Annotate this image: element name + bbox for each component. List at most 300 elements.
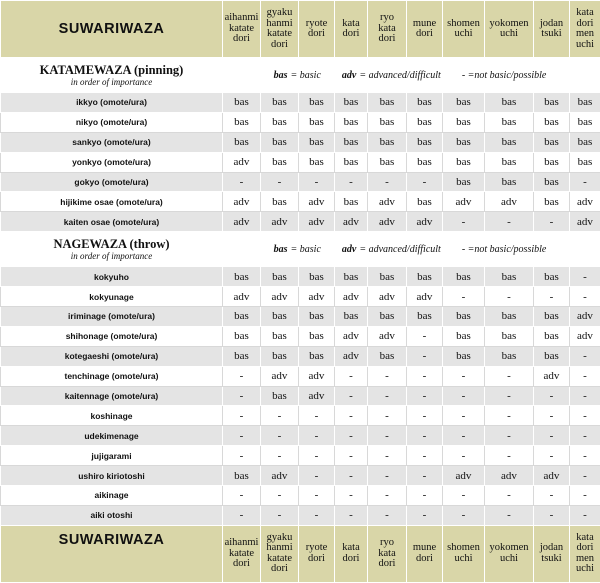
column-label-line: jodan [534, 543, 569, 554]
rating-cell: - [485, 366, 534, 386]
rating-cell: bas [299, 152, 335, 172]
table-row [1, 307, 600, 327]
rating-cell: adv [570, 192, 600, 212]
technique-name: kaitennage (omote/ura) [1, 386, 223, 406]
rating-cell: - [407, 466, 443, 486]
rating-cell: - [261, 486, 299, 506]
legend-adv-term: adv [342, 70, 356, 81]
rating-cell: - [299, 172, 335, 192]
rating-cell: adv [443, 192, 485, 212]
section-header-row [1, 58, 600, 93]
rating-cell: - [570, 486, 600, 506]
technique-name: iriminage (omote/ura) [1, 307, 223, 327]
rating-cell: - [335, 386, 368, 406]
technique-name: kotegaeshi (omote/ura) [1, 346, 223, 366]
rating-cell: - [261, 172, 299, 192]
rating-cell: - [570, 505, 600, 525]
rating-cell: - [368, 406, 407, 426]
rating-cell: bas [534, 172, 570, 192]
rating-cell: - [443, 406, 485, 426]
rating-cell: - [534, 426, 570, 446]
column-label-line: kata [368, 24, 406, 35]
rating-cell: - [485, 426, 534, 446]
rating-cell: - [407, 366, 443, 386]
rating-cell: - [407, 486, 443, 506]
rating-cell: bas [443, 132, 485, 152]
rating-cell: bas [534, 307, 570, 327]
rating-cell: - [368, 386, 407, 406]
rating-cell: - [335, 426, 368, 446]
rating-cell: adv [534, 366, 570, 386]
rating-cell: adv [570, 212, 600, 232]
header-column-2 [299, 1, 335, 58]
rating-cell: bas [443, 307, 485, 327]
footer-column-2 [299, 525, 335, 582]
column-label-line: uchi [443, 29, 484, 40]
rating-cell: - [443, 486, 485, 506]
rating-cell: bas [407, 307, 443, 327]
column-label-line: dori [407, 554, 442, 565]
rating-cell: bas [368, 112, 407, 132]
rating-cell: bas [261, 386, 299, 406]
column-label-line: tsuki [534, 554, 569, 565]
rating-cell: - [368, 366, 407, 386]
rating-cell: bas [443, 346, 485, 366]
rating-cell: bas [261, 326, 299, 346]
rating-cell: adv [261, 466, 299, 486]
legend-adv-term: adv [342, 244, 356, 255]
rating-cell: - [407, 346, 443, 366]
column-label-line: kata [335, 19, 367, 30]
rating-cell: - [443, 386, 485, 406]
rating-cell: bas [570, 112, 600, 132]
footer-column-7 [485, 525, 534, 582]
technique-name: gokyo (omote/ura) [1, 172, 223, 192]
rating-cell: adv [485, 192, 534, 212]
rating-cell: - [368, 426, 407, 446]
rating-cell: bas [485, 346, 534, 366]
rating-cell: bas [534, 326, 570, 346]
rating-cell: - [261, 406, 299, 426]
column-label-line: ryo [368, 13, 406, 24]
column-label-line: tsuki [534, 29, 569, 40]
rating-cell: bas [485, 267, 534, 287]
rating-cell: bas [335, 152, 368, 172]
footer-column-1 [261, 525, 299, 582]
rating-cell: - [223, 505, 261, 525]
rating-cell: - [570, 386, 600, 406]
rating-cell: adv [299, 366, 335, 386]
rating-cell: bas [368, 307, 407, 327]
rating-cell: bas [261, 93, 299, 113]
column-label-line: yokomen [485, 543, 533, 554]
rating-cell: adv [261, 212, 299, 232]
rating-cell: bas [223, 267, 261, 287]
technique-name: ikkyo (omote/ura) [1, 93, 223, 113]
rating-cell: - [570, 366, 600, 386]
rating-cell: - [485, 406, 534, 426]
column-label-line: aihanmi [223, 13, 260, 24]
rating-cell: - [335, 505, 368, 525]
rating-cell: bas [407, 267, 443, 287]
rating-cell: - [485, 212, 534, 232]
table-row [1, 93, 600, 113]
rating-cell: adv [335, 287, 368, 307]
rating-cell: bas [534, 132, 570, 152]
rating-cell: bas [223, 326, 261, 346]
column-label-line: gyaku [261, 533, 298, 544]
rating-cell: bas [299, 346, 335, 366]
table-row [1, 212, 600, 232]
rating-cell: adv [485, 466, 534, 486]
column-label-line: ryo [368, 538, 406, 549]
rating-cell: bas [261, 152, 299, 172]
rating-cell: bas [223, 307, 261, 327]
footer-column-9 [570, 525, 600, 582]
footer-column-0 [223, 525, 261, 582]
table-row [1, 505, 600, 525]
rating-cell: - [261, 426, 299, 446]
rating-cell: bas [534, 152, 570, 172]
rating-cell: - [407, 386, 443, 406]
rating-cell: - [570, 346, 600, 366]
rating-cell: adv [368, 287, 407, 307]
rating-cell: - [335, 406, 368, 426]
column-label-line: mune [407, 19, 442, 30]
rating-cell: - [570, 172, 600, 192]
table-row [1, 287, 600, 307]
rating-cell: - [299, 426, 335, 446]
section-title-cell [1, 232, 223, 267]
rating-cell: bas [368, 346, 407, 366]
legend-dash-definition: - =not basic/possible [462, 244, 547, 255]
legend [223, 58, 600, 93]
technique-name: aikinage [1, 486, 223, 506]
table-row [1, 112, 600, 132]
column-label-line: dori [223, 559, 260, 570]
rating-cell: adv [223, 212, 261, 232]
technique-name: kokyunage [1, 287, 223, 307]
rating-cell: - [443, 287, 485, 307]
rating-cell: bas [299, 93, 335, 113]
rating-cell: - [223, 172, 261, 192]
rating-cell: bas [299, 112, 335, 132]
table-row [1, 386, 600, 406]
rating-cell: bas [443, 326, 485, 346]
rating-cell: - [335, 172, 368, 192]
rating-cell: - [443, 505, 485, 525]
column-label-line: uchi [570, 564, 600, 575]
technique-name: ushiro kiriotoshi [1, 466, 223, 486]
legend-adv-definition: = advanced/difficult [359, 70, 440, 81]
rating-cell: - [443, 212, 485, 232]
header-column-9 [570, 1, 600, 58]
technique-name: jujigarami [1, 446, 223, 466]
table-row [1, 172, 600, 192]
footer-header-row [1, 525, 600, 582]
rating-cell: adv [443, 466, 485, 486]
column-label-line: aihanmi [223, 538, 260, 549]
table-row [1, 346, 600, 366]
column-label-line: uchi [485, 29, 533, 40]
rating-cell: bas [368, 152, 407, 172]
footer-title: SUWARIWAZA [1, 525, 223, 582]
column-label-line: dori [368, 34, 406, 45]
column-label-line: dori [368, 559, 406, 570]
header-column-0 [223, 1, 261, 58]
rating-cell: bas [223, 93, 261, 113]
footer-column-5 [407, 525, 443, 582]
rating-cell: - [223, 486, 261, 506]
table-row [1, 366, 600, 386]
column-label-line: dori [570, 19, 600, 30]
rating-cell: adv [407, 212, 443, 232]
column-label-line: dori [570, 543, 600, 554]
legend-bas-term: bas [274, 244, 288, 255]
header-column-4 [368, 1, 407, 58]
rating-cell: bas [368, 132, 407, 152]
technique-name: udekimenage [1, 426, 223, 446]
rating-cell: - [534, 406, 570, 426]
rating-cell: adv [407, 287, 443, 307]
header-column-7 [485, 1, 534, 58]
technique-name: aiki otoshi [1, 505, 223, 525]
rating-cell: - [261, 505, 299, 525]
technique-name: sankyo (omote/ura) [1, 132, 223, 152]
column-label-line: katate [261, 554, 298, 565]
rating-cell: - [407, 505, 443, 525]
rating-cell: bas [407, 112, 443, 132]
rating-cell: bas [335, 307, 368, 327]
rating-cell: - [485, 486, 534, 506]
legend-dash-definition: - =not basic/possible [462, 70, 547, 81]
rating-cell: bas [485, 307, 534, 327]
technique-name: koshinage [1, 406, 223, 426]
legend [223, 232, 600, 267]
header-title: SUWARIWAZA [1, 1, 223, 58]
column-label-line: kata [335, 543, 367, 554]
rating-cell: bas [485, 326, 534, 346]
rating-cell: - [407, 406, 443, 426]
column-label-line: dori [335, 554, 367, 565]
column-label-line: men [570, 554, 600, 565]
rating-cell: bas [335, 192, 368, 212]
rating-cell: bas [223, 112, 261, 132]
rating-cell: bas [443, 93, 485, 113]
rating-cell: adv [368, 192, 407, 212]
rating-cell: - [335, 486, 368, 506]
rating-cell: bas [534, 112, 570, 132]
technique-name: kaiten osae (omote/ura) [1, 212, 223, 232]
rating-cell: bas [570, 132, 600, 152]
rating-cell: - [368, 505, 407, 525]
header-column-6 [443, 1, 485, 58]
section-header-row [1, 232, 600, 267]
rating-cell: - [443, 366, 485, 386]
rating-cell: - [534, 486, 570, 506]
section-title: NAGEWAZA (throw) [1, 237, 222, 251]
rating-cell: bas [261, 307, 299, 327]
column-label-line: uchi [443, 554, 484, 565]
rating-cell: - [335, 446, 368, 466]
rating-cell: - [299, 466, 335, 486]
column-label-line: kata [570, 533, 600, 544]
rating-cell: - [534, 446, 570, 466]
rating-cell: bas [299, 132, 335, 152]
rating-cell: - [570, 466, 600, 486]
rating-cell: bas [407, 152, 443, 172]
rating-cell: bas [485, 132, 534, 152]
rating-cell: adv [299, 212, 335, 232]
rating-cell: - [570, 287, 600, 307]
rating-cell: - [335, 366, 368, 386]
rating-cell: bas [443, 172, 485, 192]
rating-cell: - [223, 426, 261, 446]
rating-cell: bas [570, 152, 600, 172]
technique-name: hijikime osae (omote/ura) [1, 192, 223, 212]
column-label-line: dori [261, 40, 298, 51]
rating-cell: bas [335, 112, 368, 132]
column-label-line: uchi [570, 40, 600, 51]
rating-cell: - [368, 172, 407, 192]
rating-cell: - [485, 386, 534, 406]
table-row [1, 132, 600, 152]
rating-cell: bas [485, 112, 534, 132]
rating-cell: bas [261, 267, 299, 287]
rating-cell: adv [299, 386, 335, 406]
column-label-line: dori [407, 29, 442, 40]
column-label-line: dori [335, 29, 367, 40]
column-label-line: dori [299, 554, 334, 565]
rating-cell: bas [485, 172, 534, 192]
rating-cell: bas [485, 93, 534, 113]
rating-cell: bas [443, 152, 485, 172]
rating-cell: bas [407, 192, 443, 212]
rating-cell: - [223, 366, 261, 386]
rating-cell: adv [368, 326, 407, 346]
legend-adv-definition: = advanced/difficult [359, 244, 440, 255]
technique-name: yonkyo (omote/ura) [1, 152, 223, 172]
header-column-1 [261, 1, 299, 58]
column-label-line: dori [299, 29, 334, 40]
legend-bas-term: bas [274, 70, 288, 81]
rating-cell: - [335, 466, 368, 486]
rating-cell: adv [261, 366, 299, 386]
header-column-5 [407, 1, 443, 58]
table-row [1, 466, 600, 486]
rating-cell: - [299, 505, 335, 525]
rating-cell: adv [335, 326, 368, 346]
technique-name: shihonage (omote/ura) [1, 326, 223, 346]
column-label-line: shomen [443, 19, 484, 30]
rating-cell: adv [570, 326, 600, 346]
column-label-line: katate [261, 29, 298, 40]
table-row [1, 426, 600, 446]
rating-cell: - [534, 386, 570, 406]
rating-cell: adv [299, 287, 335, 307]
rating-cell: bas [570, 93, 600, 113]
rating-cell: - [570, 426, 600, 446]
rating-cell: bas [223, 346, 261, 366]
table-row [1, 192, 600, 212]
column-label-line: dori [223, 34, 260, 45]
rating-cell: bas [261, 112, 299, 132]
rating-cell: - [443, 446, 485, 466]
rating-cell: bas [443, 267, 485, 287]
column-label-line: katate [223, 549, 260, 560]
legend-bas-definition: = basic [291, 244, 321, 255]
footer-column-4 [368, 525, 407, 582]
rating-cell: bas [223, 132, 261, 152]
technique-name: kokyuho [1, 267, 223, 287]
rating-cell: bas [407, 132, 443, 152]
rating-cell: bas [299, 267, 335, 287]
table-row [1, 446, 600, 466]
column-label-line: ryote [299, 543, 334, 554]
column-label-line: uchi [485, 554, 533, 565]
rating-cell: - [407, 446, 443, 466]
column-label-line: mune [407, 543, 442, 554]
rating-cell: - [368, 446, 407, 466]
rating-cell: bas [299, 307, 335, 327]
column-label-line: yokomen [485, 19, 533, 30]
table-row [1, 406, 600, 426]
legend-bas-definition: = basic [291, 70, 321, 81]
header-column-8 [534, 1, 570, 58]
column-label-line: kata [368, 549, 406, 560]
table-row [1, 486, 600, 506]
footer-column-6 [443, 525, 485, 582]
rating-cell: bas [261, 346, 299, 366]
section-subtitle: in order of importance [1, 251, 222, 262]
column-label-line: shomen [443, 543, 484, 554]
rating-cell: bas [335, 267, 368, 287]
column-label-line: gyaku [261, 8, 298, 19]
column-label-line: hanmi [261, 19, 298, 30]
rating-cell: - [534, 505, 570, 525]
rating-cell: bas [534, 192, 570, 212]
section-subtitle: in order of importance [1, 77, 222, 88]
rating-cell: - [485, 287, 534, 307]
rating-cell: - [485, 505, 534, 525]
rating-cell: adv [299, 192, 335, 212]
rating-cell: - [534, 287, 570, 307]
column-label-line: hanmi [261, 543, 298, 554]
rating-cell: adv [223, 287, 261, 307]
rating-cell: bas [534, 267, 570, 287]
rating-cell: - [368, 466, 407, 486]
rating-cell: bas [534, 346, 570, 366]
rating-cell: bas [443, 112, 485, 132]
rating-cell: adv [261, 287, 299, 307]
rating-cell: - [407, 172, 443, 192]
rating-cell: adv [223, 192, 261, 212]
rating-cell: - [299, 406, 335, 426]
rating-cell: - [485, 446, 534, 466]
column-label-line: jodan [534, 19, 569, 30]
rating-cell: adv [570, 307, 600, 327]
header-row [1, 1, 600, 58]
table-body [1, 1, 600, 583]
table-row [1, 152, 600, 172]
header-column-3 [335, 1, 368, 58]
rating-cell: adv [534, 466, 570, 486]
rating-cell: bas [335, 132, 368, 152]
rating-cell: bas [485, 152, 534, 172]
rating-cell: bas [261, 192, 299, 212]
rating-cell: - [223, 446, 261, 466]
rating-cell: adv [335, 212, 368, 232]
